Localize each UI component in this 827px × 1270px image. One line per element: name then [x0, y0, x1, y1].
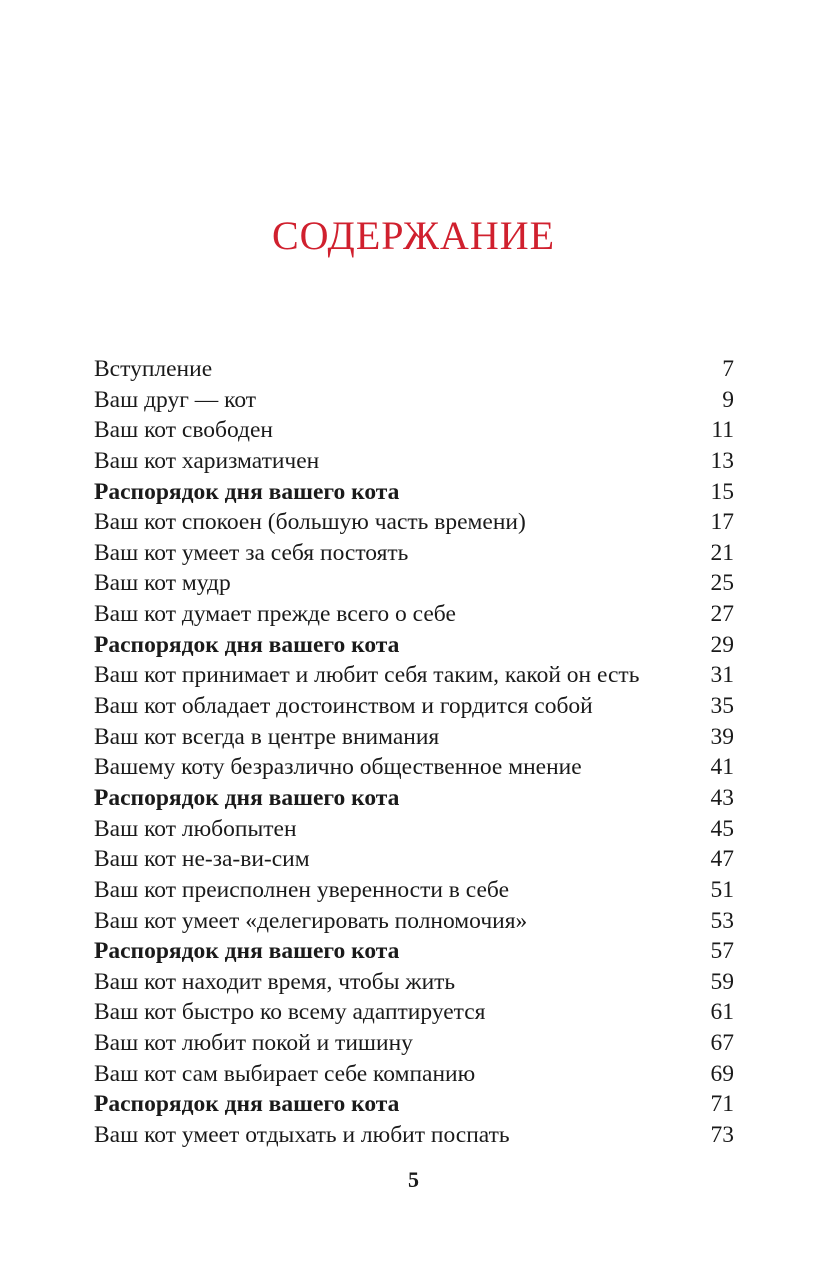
toc-entry: [94, 722, 734, 753]
toc-entry-label: Ваш кот любопытен: [94, 815, 297, 842]
toc-entry: [94, 538, 734, 569]
toc-entry-page: 59: [710, 968, 734, 995]
toc-entry-page: 71: [710, 1091, 734, 1118]
toc-entry-label: Ваш кот умеет отдыхать и любит поспать: [94, 1122, 510, 1149]
toc-entry-page: 57: [710, 938, 734, 965]
toc-entry-page: 53: [710, 907, 734, 934]
toc-entry-label: Ваш кот быстро ко всему адаптируется: [94, 999, 486, 1026]
toc-entry-section: [94, 630, 734, 661]
toc-entry-label: Ваш кот свободен: [94, 417, 273, 444]
toc-entry-page: 35: [710, 693, 734, 720]
toc-entry-label: Ваш кот мудр: [94, 570, 231, 597]
toc-entry-label: Ваш кот умеет за себя постоять: [94, 539, 409, 566]
toc-entry-page: 39: [710, 723, 734, 750]
toc-entry: [94, 446, 734, 477]
page-title: СОДЕРЖАНИЕ: [271, 213, 556, 258]
toc-entry-label: Ваш кот преисполнен уверенности в себе: [94, 876, 510, 903]
toc-entry-page: 73: [710, 1122, 734, 1149]
toc-entry-page: 15: [710, 478, 734, 505]
toc-entry-label: Ваш кот принимает и любит себя таким, какой он есть: [94, 662, 640, 689]
toc-entry-page: 29: [710, 631, 734, 658]
toc-entry: [94, 568, 734, 599]
toc-entry-page: 9: [722, 386, 734, 413]
toc-entry: [94, 599, 734, 630]
toc-entry-page: 61: [710, 999, 734, 1026]
toc-entry-page: 21: [710, 539, 734, 566]
toc-entry: [94, 1028, 734, 1059]
toc-entry: [94, 875, 734, 906]
toc-entry-label: Распорядок дня вашего кота: [94, 938, 400, 965]
toc-entry: [94, 1059, 734, 1090]
toc-entry: [94, 967, 734, 998]
toc-entry: [94, 844, 734, 875]
toc-entry-label: Ваш кот находит время, чтобы жить: [94, 968, 456, 995]
toc-entry-page: 41: [710, 754, 734, 781]
toc-entry-label: Ваш кот не-за-ви-сим: [94, 846, 310, 873]
toc-entry: [94, 354, 734, 385]
toc-entry-page: 7: [722, 356, 734, 382]
toc-entry-page: 51: [710, 876, 734, 903]
toc-entry: [94, 691, 734, 722]
toc-entry-label: Ваш кот спокоен (большую часть времени): [94, 509, 526, 536]
toc-entry-page: 27: [710, 601, 734, 628]
toc-entry-label: Ваш кот сам выбирает себе компанию: [94, 1060, 476, 1087]
toc-entry-label: Ваш кот любит покой и тишину: [94, 1030, 413, 1057]
toc-entry-page: 43: [710, 784, 734, 811]
toc-entry: [94, 814, 734, 845]
toc-entry-label: Ваш кот думает прежде всего о себе: [94, 601, 456, 628]
toc-entry-page: 31: [710, 662, 734, 689]
toc-entry-page: 47: [710, 846, 734, 873]
toc-entry-section: [94, 783, 734, 814]
toc-entry-page: 69: [710, 1060, 734, 1087]
toc-entry: [94, 1120, 734, 1151]
toc-entry-label: Ваш кот харизматичен: [94, 447, 320, 474]
table-of-contents: [94, 354, 734, 1151]
toc-entry: [94, 752, 734, 783]
toc-entry-section: [94, 477, 734, 508]
toc-entry-page: 45: [710, 815, 734, 842]
toc-entry: [94, 906, 734, 937]
toc-entry-label: Ваш кот всегда в центре внимания: [94, 723, 440, 750]
toc-entry: [94, 507, 734, 538]
toc-entry-section: [94, 936, 734, 967]
toc-entry-page: 11: [711, 417, 734, 444]
toc-entry-label: Распорядок дня вашего кота: [94, 784, 400, 811]
toc-entry-label: Распорядок дня вашего кота: [94, 478, 400, 505]
toc-entry: [94, 660, 734, 691]
toc-entry-label: Вашему коту безразлично общественное мнение: [94, 754, 582, 781]
toc-entry: [94, 385, 734, 416]
toc-entry-page: 25: [710, 570, 734, 597]
toc-entry-label: Вступление: [94, 356, 213, 382]
toc-entry-page: 13: [710, 447, 734, 474]
toc-entry-page: 67: [710, 1030, 734, 1057]
toc-entry-label: Распорядок дня вашего кота: [94, 631, 400, 658]
page-number: 5: [408, 1167, 419, 1192]
toc-entry-page: 17: [710, 509, 734, 536]
toc-entry-label: Ваш кот обладает достоинством и гордится собой: [94, 693, 593, 720]
toc-entry-label: Распорядок дня вашего кота: [94, 1091, 400, 1118]
toc-entry-section: [94, 1089, 734, 1120]
toc-entry: [94, 415, 734, 446]
toc-entry: [94, 997, 734, 1028]
toc-entry-label: Ваш кот умеет «делегировать полномочия»: [94, 907, 528, 934]
toc-entry-label: Ваш друг — кот: [94, 386, 257, 413]
